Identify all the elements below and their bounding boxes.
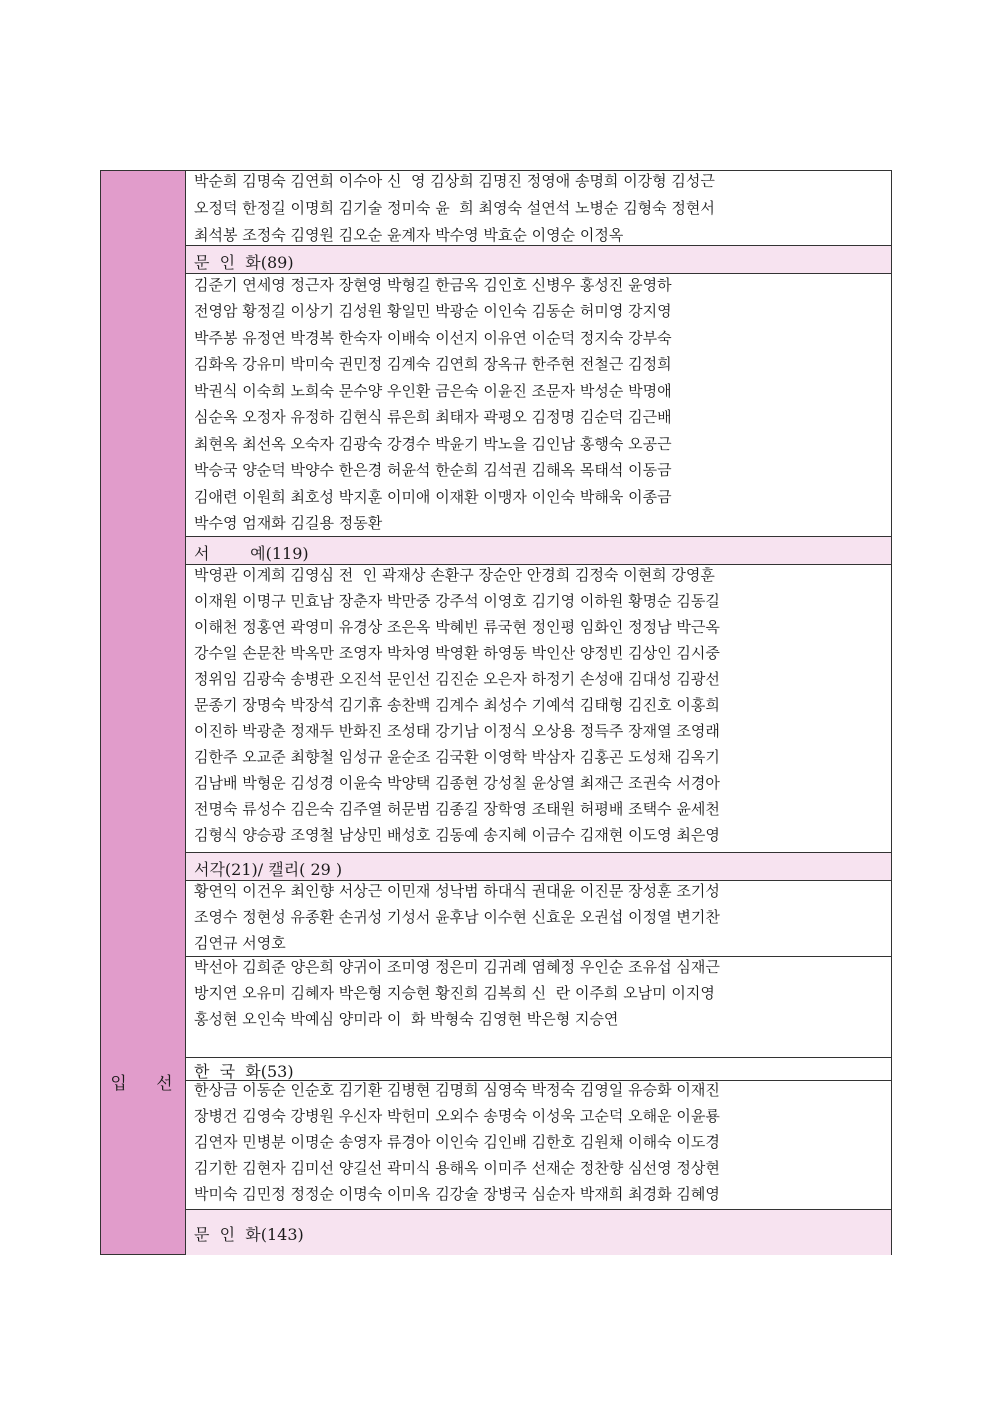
name-row: 박수영 엄재화 김길용 정동환	[194, 514, 383, 532]
name-row: 오정덕 한정길 이명희 김기술 정미숙 윤 희 최영숙 설연석 노병순 김형숙 정현서	[194, 199, 715, 217]
name-row: 한상금 이동순 인순호 김기환 김병현 김명희 심영숙 박정숙 김영일 유승화 이재진	[194, 1081, 720, 1099]
name-row: 이진하 박광춘 정재두 반화진 조성태 강기남 이정식 오상용 정득주 장재열 조영래	[194, 722, 720, 740]
section-title: 한 국 화(53)	[194, 1062, 294, 1081]
section-header-munin-selected	[186, 1209, 891, 1255]
section-title: 서각(21)/ 캘리( 29 )	[194, 860, 343, 879]
name-row: 최석봉 조정숙 김영원 김오순 윤계자 박수영 박효순 이영순 이정옥	[194, 226, 624, 244]
names-block-seoye	[186, 565, 891, 852]
name-row: 강수일 손문찬 박옥만 조영자 박차영 박영환 하영동 박인산 양정빈 김상인 김시중	[194, 644, 720, 662]
name-row: 홍성현 오인숙 박예심 양미라 이 화 박형숙 김영현 박은형 지승연	[194, 1010, 619, 1028]
name-row: 김화옥 강유미 박미숙 권민정 김계숙 김연희 장옥규 한주현 전철근 김정희	[194, 355, 672, 373]
names-block-hanguk	[186, 1081, 891, 1209]
name-row: 박선아 김희준 양은희 양귀이 조미영 정은미 김귀례 염혜정 우인순 조유섭 심재근	[194, 958, 720, 976]
names-block-calli	[186, 956, 891, 1057]
names-block-seogak	[186, 881, 891, 956]
name-row: 전명숙 류성수 김은숙 김주열 허문범 김종길 장학영 조태원 허평배 조택수 윤세천	[194, 800, 720, 818]
name-row: 이재원 이명구 민효남 장춘자 박만중 강주석 이영호 김기영 이하원 황명순 김동길	[194, 592, 720, 610]
section-title: 서 예(119)	[194, 544, 309, 563]
names-block-continued	[186, 171, 891, 245]
name-row: 방지연 오유미 김혜자 박은형 지승현 황진희 김복희 신 란 이주희 오남미 이지영	[194, 984, 715, 1002]
section-title: 문 인 화(143)	[194, 1225, 304, 1244]
name-row: 박권식 이숙희 노희숙 문수양 우인환 금은숙 이윤진 조문자 박성순 박명애	[194, 382, 672, 400]
name-row: 김형식 양승광 조영철 남상민 배성호 김동예 송지혜 이금수 김재현 이도영 최은영	[194, 826, 720, 844]
name-row: 전영암 황정길 이상기 김성원 황일민 박광순 이인숙 김동순 허미영 강지영	[194, 302, 672, 320]
name-row: 박영관 이계희 김영심 전 인 곽재상 손환구 장순안 안경희 김정숙 이현희 강영훈	[194, 566, 715, 584]
name-row: 장병건 김영숙 강병원 우신자 박헌미 오외수 송명숙 이성욱 고순덕 오해운 이윤룡	[194, 1107, 720, 1125]
name-row: 정위임 김광숙 송병관 오진석 문인선 김진순 오은자 하정기 손성애 김대성 김광선	[194, 670, 720, 688]
name-row: 심순옥 오정자 유정하 김현식 류은희 최태자 곽평오 김정명 김순덕 김근배	[194, 408, 672, 426]
award-list-table	[100, 170, 892, 1255]
name-row: 이해천 정홍연 곽영미 유경상 조은옥 박혜빈 류국현 정인평 임화인 정정남 박근옥	[194, 618, 720, 636]
name-row: 김남배 박형운 김성경 이윤숙 박양택 김종현 강성칠 윤상열 최재근 조권숙 서경아	[194, 774, 720, 792]
name-row: 김연자 민병분 이명순 송영자 류경아 이인숙 김인배 김한호 김원채 이해숙 이도경	[194, 1133, 720, 1151]
name-row: 김한주 오교준 최향철 임성규 윤순조 김국환 이영학 박삼자 김홍곤 도성채 김옥기	[194, 748, 720, 766]
section-header-seogak-calli	[186, 852, 891, 881]
name-row: 조영수 정현성 유종환 손귀성 기성서 윤후남 이수현 신효운 오권섭 이정열 변기찬	[194, 908, 720, 926]
name-row: 황연익 이건우 최인향 서상근 이민재 성낙범 하대식 권대윤 이진문 장성훈 조기성	[194, 882, 720, 900]
section-header-munin	[186, 245, 891, 274]
section-header-seoye	[186, 536, 891, 565]
name-row: 김준기 연세영 정근자 장현영 박형길 한금옥 김인호 신병우 홍성진 윤영하	[194, 276, 672, 294]
name-row: 최현옥 최선옥 오숙자 김광숙 강경수 박윤기 박노을 김인남 홍행숙 오공근	[194, 435, 672, 453]
name-row: 박순희 김명숙 김연희 이수아 신 영 김상희 김명진 정영애 송명희 이강형 김성근	[194, 172, 715, 190]
name-row: 김연규 서영호	[194, 934, 286, 952]
name-row: 김기한 김현자 김미선 양길선 곽미식 용해옥 이미주 선재순 정찬향 심선영 정상현	[194, 1159, 720, 1177]
category-label-selected: 입 선	[110, 1074, 185, 1094]
name-row: 박미숙 김민정 정정순 이명숙 이미옥 김강술 장병국 심순자 박재희 최경화 김혜영	[194, 1185, 720, 1203]
name-row: 김애련 이원희 최호성 박지훈 이미애 이재환 이맹자 이인숙 박해욱 이종금	[194, 488, 672, 506]
name-row: 박승국 양순덕 박양수 한은경 허윤석 한순희 김석권 김해옥 목태석 이동금	[194, 461, 672, 479]
name-row: 박주봉 유정연 박경복 한숙자 이배숙 이선지 이유연 이순덕 정지숙 강부숙	[194, 329, 672, 347]
category-column	[101, 171, 186, 1254]
name-row: 문종기 장명숙 박장석 김기휴 송찬백 김계수 최성수 기예석 김태형 김진호 이홍희	[194, 696, 720, 714]
section-title: 문 인 화(89)	[194, 253, 294, 272]
section-header-hanguk	[186, 1057, 891, 1081]
names-block-munin	[186, 274, 891, 536]
